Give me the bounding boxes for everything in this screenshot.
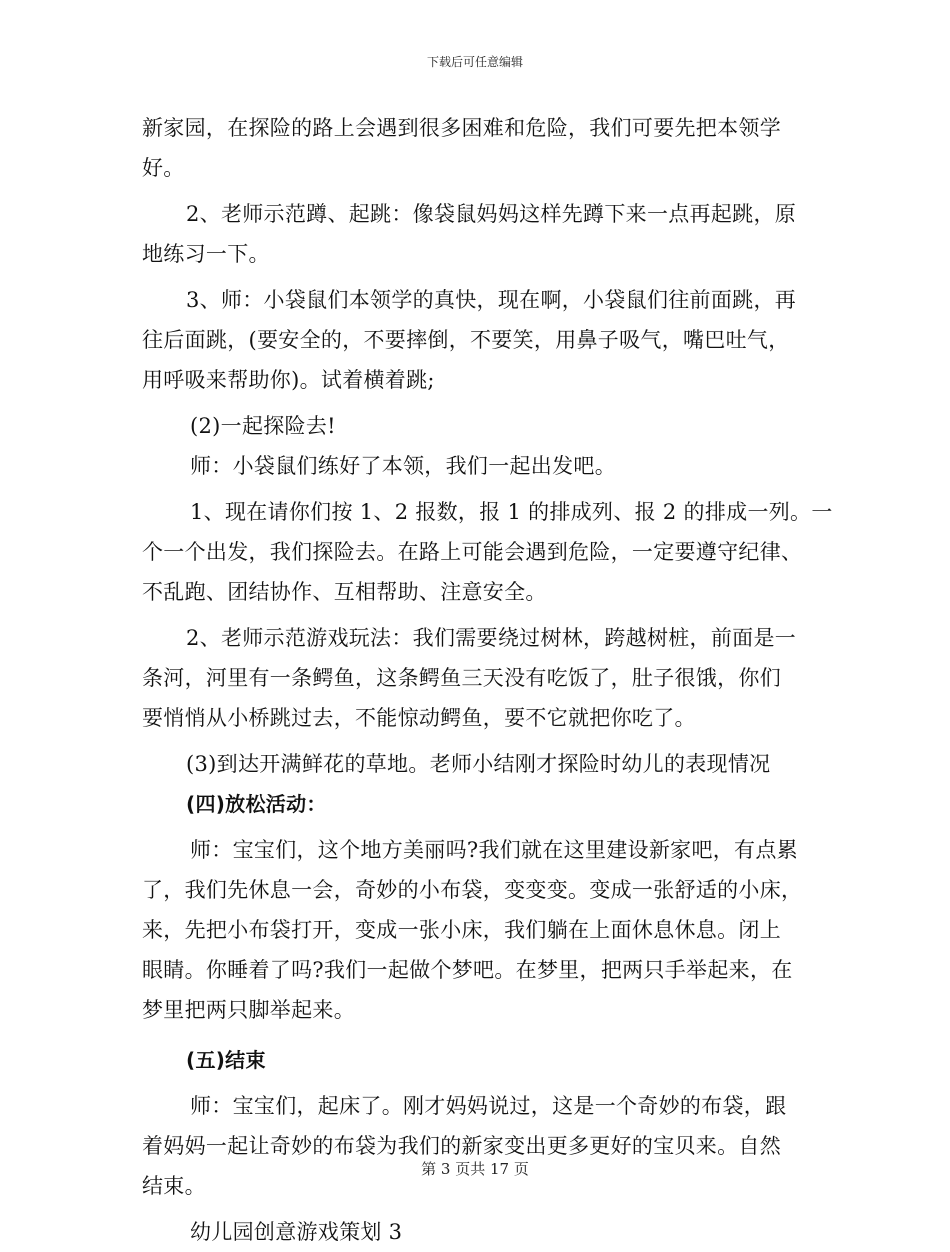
text-line: 不乱跑、团结协作、互相帮助、注意安全。 [142,580,547,604]
text-line: 条河，河里有一条鳄鱼，这条鳄鱼三天没有吃饭了，肚子很饿，你们 [142,666,781,690]
section-heading: (五)结束 [186,1048,266,1072]
text-line: 梦里把两只脚举起来。 [142,998,355,1022]
text-line: 了，我们先休息一会，奇妙的小布袋，变变变。变成一张舒适的小床， [142,878,803,902]
text-line: 师：宝宝们，这个地方美丽吗?我们就在这里建设新家吧，有点累 [190,838,798,862]
text-line: 眼睛。你睡着了吗?我们一起做个梦吧。在梦里，把两只手举起来，在 [142,958,793,982]
section-heading: (四)放松活动： [186,792,327,816]
text-line: 师：宝宝们，起床了。刚才妈妈说过，这是一个奇妙的布袋，跟 [190,1094,787,1118]
page-footer: 第 3 页共 17 页 [421,1160,529,1178]
document-body [142,108,833,1252]
text-line: 地练习一下。 [142,242,270,266]
text-line: 来，先把小布袋打开，变成一张小床，我们躺在上面休息休息。闭上 [142,918,781,942]
text-line: 要悄悄从小桥跳过去，不能惊动鳄鱼，要不它就把你吃了。 [142,706,696,730]
text-line: 1、现在请你们按 1、2 报数，报 1 的排成列、报 2 的排成一列。一 [190,500,833,524]
text-line: 师：小袋鼠们练好了本领，我们一起出发吧。 [190,454,616,478]
text-line: 往后面跳，(要安全的，不要摔倒，不要笑，用鼻子吸气，嘴巴吐气， [142,328,790,352]
page-header: 下载后可任意编辑 [426,55,523,69]
text-line: 好。 [142,156,185,180]
text-line: 结束。 [142,1174,206,1198]
text-line: 2、老师示范蹲、起跳：像袋鼠妈妈这样先蹲下来一点再起跳，原 [186,202,797,226]
text-line: 新家园，在探险的路上会遇到很多困难和危险，我们可要先把本领学 [142,116,781,140]
text-line: 3、师：小袋鼠们本领学的真快，现在啊，小袋鼠们往前面跳，再 [186,288,797,312]
text-line: 个一个出发，我们探险去。在路上可能会遇到危险，一定要遵守纪律、 [142,540,803,564]
text-line: 用呼吸来帮助你)。试着横着跳; [142,368,435,392]
text-line: 幼儿园创意游戏策划 3 [190,1220,403,1244]
text-line: 2、老师示范游戏玩法：我们需要绕过树林，跨越树桩，前面是一 [186,626,797,650]
text-line: 着妈妈一起让奇妙的布袋为我们的新家变出更多更好的宝贝来。自然 [142,1134,781,1158]
text-line: (2)一起探险去! [190,414,336,438]
text-line: (3)到达开满鲜花的草地。老师小结刚才探险时幼儿的表现情况 [186,752,771,776]
